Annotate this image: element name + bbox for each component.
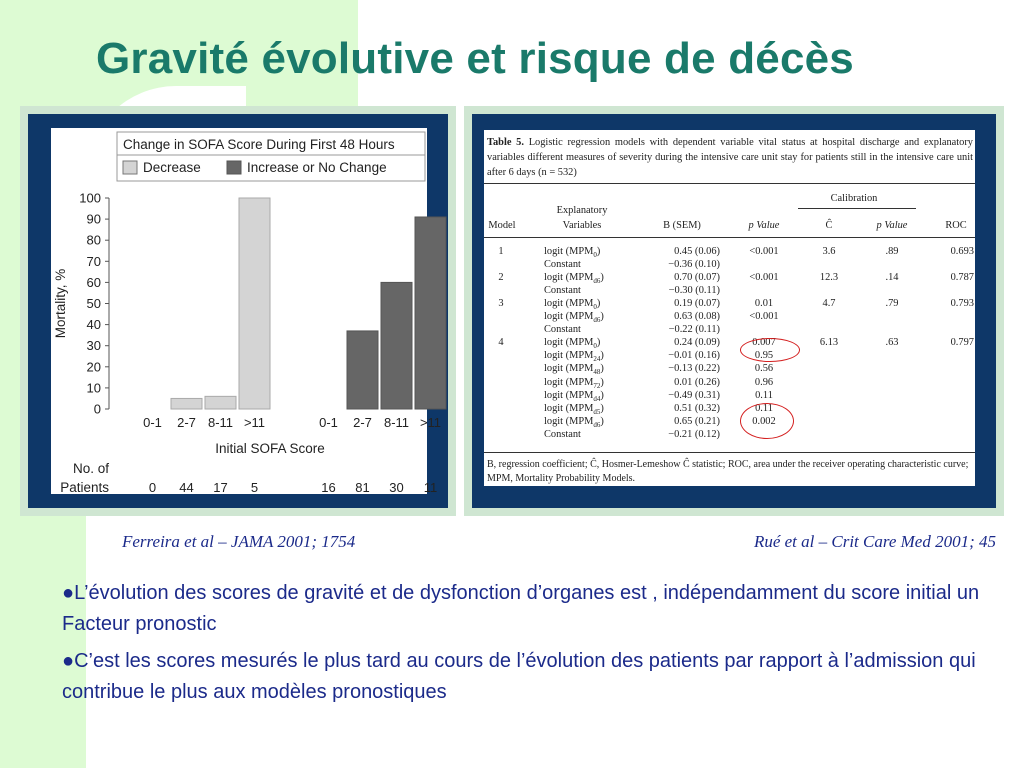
cell-var-text: Constant: [544, 259, 581, 271]
bar: [239, 198, 270, 409]
cell-var-text: logit (MPM: [544, 311, 594, 323]
n-label-line2: Patients: [60, 480, 109, 495]
y-tick-label: 40: [86, 317, 101, 333]
patient-count: 16: [321, 480, 336, 495]
cell-b: 0.70 (0.07): [674, 272, 720, 284]
cell-p: 0.002: [752, 415, 776, 427]
cell-b: −0.22 (0.11): [668, 324, 720, 336]
cell-cp: .89: [885, 246, 899, 257]
legend-swatch-decrease: [123, 161, 137, 174]
cell-var-paren: ): [600, 376, 604, 388]
source-caption-left: Ferreira et al – JAMA 2001; 1754: [122, 532, 356, 551]
cell-p: 0.007: [752, 337, 776, 349]
table-rule-top: [484, 183, 975, 184]
cell-p: 0.11: [755, 402, 773, 414]
cell-b: −0.13 (0.22): [668, 363, 720, 375]
x-tick-label: 0-1: [143, 415, 162, 430]
cell-c: 12.3: [819, 272, 839, 284]
bar: [347, 331, 378, 409]
cell-var-paren: ): [600, 350, 604, 362]
bullet-dot-icon: ●: [62, 582, 75, 604]
y-tick-label: 0: [93, 401, 101, 417]
header-b-sem: B (SEM): [663, 220, 701, 231]
red-circle-annotation: [740, 403, 794, 439]
bar: [415, 217, 446, 409]
cell-var-paren: ): [600, 402, 604, 414]
cell-var-subscript: 24: [593, 355, 601, 364]
cell-model: 2: [498, 272, 504, 284]
bar: [171, 398, 202, 409]
cell-var-paren: ): [600, 415, 604, 427]
y-tick-label: 100: [79, 190, 101, 206]
source-caption-right: Rué et al – Crit Care Med 2001; 45: [753, 532, 996, 551]
cell-var-subscript: 0: [593, 251, 597, 260]
cell-b: 0.19 (0.07): [674, 298, 720, 310]
cell-roc: 0.793: [950, 298, 974, 310]
cell-var-subscript: d6: [593, 420, 601, 429]
cell-var-text: logit (MPM: [544, 298, 594, 310]
cell-var-paren: ): [596, 298, 601, 310]
cell-roc: 0.693: [950, 246, 974, 257]
cell-var-paren: ): [600, 389, 604, 401]
patient-count: 5: [250, 480, 259, 495]
chart-svg: [51, 128, 442, 495]
cell-b: −0.36 (0.10): [668, 259, 720, 271]
chart-title: Change in SOFA Score During First 48 Hours: [123, 137, 395, 152]
x-tick-label: 8-11: [383, 415, 410, 430]
bullet-text: C’est les scores mesurés le plus tard au cours de l’évolution des patients par rapport à l’admission qui contribue le plus aux modèles pronostiques: [62, 650, 976, 703]
table-rule-header: [484, 237, 975, 238]
y-tick-label: 50: [86, 296, 101, 311]
cell-model: 4: [498, 337, 504, 349]
calibration-rule: [798, 208, 916, 209]
cell-var-paren: ): [600, 272, 604, 284]
legend-label-decrease: Decrease: [143, 160, 201, 175]
cell-var-text: logit (MPM: [544, 389, 594, 401]
x-tick-label: >11: [419, 415, 442, 430]
cell-p: <0.001: [749, 272, 779, 284]
table-caption-label: Table 5.: [487, 137, 524, 148]
patient-count: 17: [213, 480, 228, 495]
cell-p: 0.56: [754, 363, 774, 375]
patient-count: 0: [148, 480, 157, 495]
regression-table: [484, 130, 975, 486]
cell-cp: .63: [885, 337, 899, 349]
slide-title: Gravité évolutive et risque de décès: [96, 34, 854, 83]
cell-c: 4.7: [822, 298, 836, 310]
cell-b: 0.24 (0.09): [674, 337, 720, 349]
header-p-value: p Value: [748, 220, 780, 231]
cell-var-paren: ): [596, 337, 601, 349]
header-model: Model: [488, 220, 516, 231]
table-rule-bottom: [484, 452, 975, 453]
cell-var-text: logit (MPM: [544, 337, 594, 349]
y-tick-label: 30: [86, 338, 101, 354]
table-footnote: B, regression coefficient; Ĉ, Hosmer-Lemeshow Ĉ statistic; ROC, area under the receiver operating characteristic curve; MPM, Mortality Probability Models.: [487, 459, 969, 484]
cell-var-text: logit (MPM: [544, 246, 594, 257]
cell-var-text: logit (MPM: [544, 272, 594, 284]
x-tick-label: 2-7: [353, 415, 372, 430]
cell-var-paren: ): [600, 311, 604, 323]
cell-var-subscript: 72: [593, 381, 601, 390]
n-label-line1: No. of: [72, 461, 109, 476]
cell-b: 0.63 (0.08): [674, 311, 720, 323]
header-explanatory-1: Explanatory: [556, 205, 608, 216]
cell-var-text: logit (MPM: [544, 415, 594, 427]
cell-model: 1: [498, 246, 504, 257]
cell-var-paren: ): [600, 363, 604, 375]
legend-swatch-increase: [227, 161, 241, 174]
x-tick-label: >11: [243, 415, 266, 430]
cell-var-subscript: 0: [593, 342, 597, 351]
cell-p: 0.01: [754, 298, 774, 310]
cell-var-text: logit (MPM: [544, 402, 594, 414]
cell-b: −0.01 (0.16): [668, 350, 720, 362]
cell-var-text: logit (MPM: [544, 363, 594, 375]
x-tick-label: 0-1: [319, 415, 338, 430]
cell-roc: 0.797: [950, 337, 974, 349]
cell-var-text: Constant: [544, 324, 581, 336]
patient-count: 11: [423, 480, 438, 495]
cell-var-text: Constant: [544, 285, 581, 297]
red-circle-annotation: [740, 338, 800, 362]
header-roc: ROC: [945, 220, 967, 231]
cell-cp: .79: [885, 298, 899, 310]
cell-b: −0.49 (0.31): [668, 389, 720, 401]
y-tick-label: 20: [86, 359, 101, 375]
patient-count: 81: [355, 480, 370, 495]
table-caption-text: Logistic regression models with dependent variable vital status at hospital discharge and explanatory variables different measures of severity during the intensive care unit stay for patients still in the intensive care unit after 6 days (n = 532): [487, 137, 973, 178]
cell-b: 0.01 (0.26): [674, 376, 720, 388]
cell-b: 0.45 (0.06): [674, 246, 720, 257]
y-tick-label: 90: [86, 211, 101, 227]
header-explanatory-2: Variables: [562, 220, 602, 231]
x-tick-label: 8-11: [207, 415, 234, 430]
patient-count: 30: [389, 480, 404, 495]
cell-p: <0.001: [749, 246, 779, 257]
y-tick-label: 70: [86, 253, 101, 269]
cell-var-text: Constant: [544, 428, 581, 440]
cell-p: 0.96: [754, 376, 774, 388]
cell-b: 0.51 (0.32): [674, 402, 720, 414]
cell-var-subscript: d4: [593, 394, 601, 403]
cell-p: 0.11: [755, 389, 773, 401]
cell-var-subscript: d6: [593, 316, 601, 325]
cell-b: 0.65 (0.21): [674, 415, 720, 427]
cell-p: <0.001: [749, 311, 779, 323]
cell-b: −0.21 (0.12): [668, 428, 720, 440]
patient-count: 44: [179, 480, 194, 495]
bar: [205, 396, 236, 409]
header-c-hat: Ĉ: [825, 220, 833, 231]
table-caption: [487, 135, 973, 180]
cell-p: 0.95: [754, 350, 774, 362]
bullet-item: [62, 578, 982, 640]
x-axis-label: Initial SOFA Score: [215, 441, 325, 456]
bar: [381, 282, 412, 409]
cell-var-subscript: d6: [593, 277, 601, 286]
bullet-text: L’évolution des scores de gravité et de dysfonction d’organes est , indépendamment du score initial un Facteur pronostic: [62, 582, 980, 635]
y-axis-label: Mortality, %: [53, 268, 68, 339]
cell-var-subscript: 0: [593, 303, 597, 312]
bullet-item: [62, 646, 982, 708]
cell-var-text: logit (MPM: [544, 350, 594, 362]
y-tick-label: 10: [86, 380, 101, 396]
header-cal-p-value: p Value: [876, 220, 908, 231]
calibration-header: Calibration: [830, 193, 878, 204]
cell-var-subscript: d5: [593, 407, 601, 416]
y-tick-label: 80: [86, 232, 101, 248]
x-tick-label: 2-7: [177, 415, 196, 430]
cell-var-paren: ): [596, 246, 601, 257]
bullet-dot-icon: ●: [62, 650, 75, 672]
mortality-chart: [51, 128, 442, 495]
legend-label-increase: Increase or No Change: [247, 160, 387, 175]
y-tick-label: 60: [86, 274, 101, 290]
cell-c: 3.6: [822, 246, 836, 257]
cell-b: −0.30 (0.11): [668, 285, 720, 297]
cell-var-subscript: 48: [593, 368, 601, 377]
cell-roc: 0.787: [950, 272, 974, 284]
cell-model: 3: [498, 298, 504, 310]
cell-cp: .14: [885, 272, 899, 284]
cell-var-text: logit (MPM: [544, 376, 594, 388]
cell-c: 6.13: [819, 337, 839, 349]
